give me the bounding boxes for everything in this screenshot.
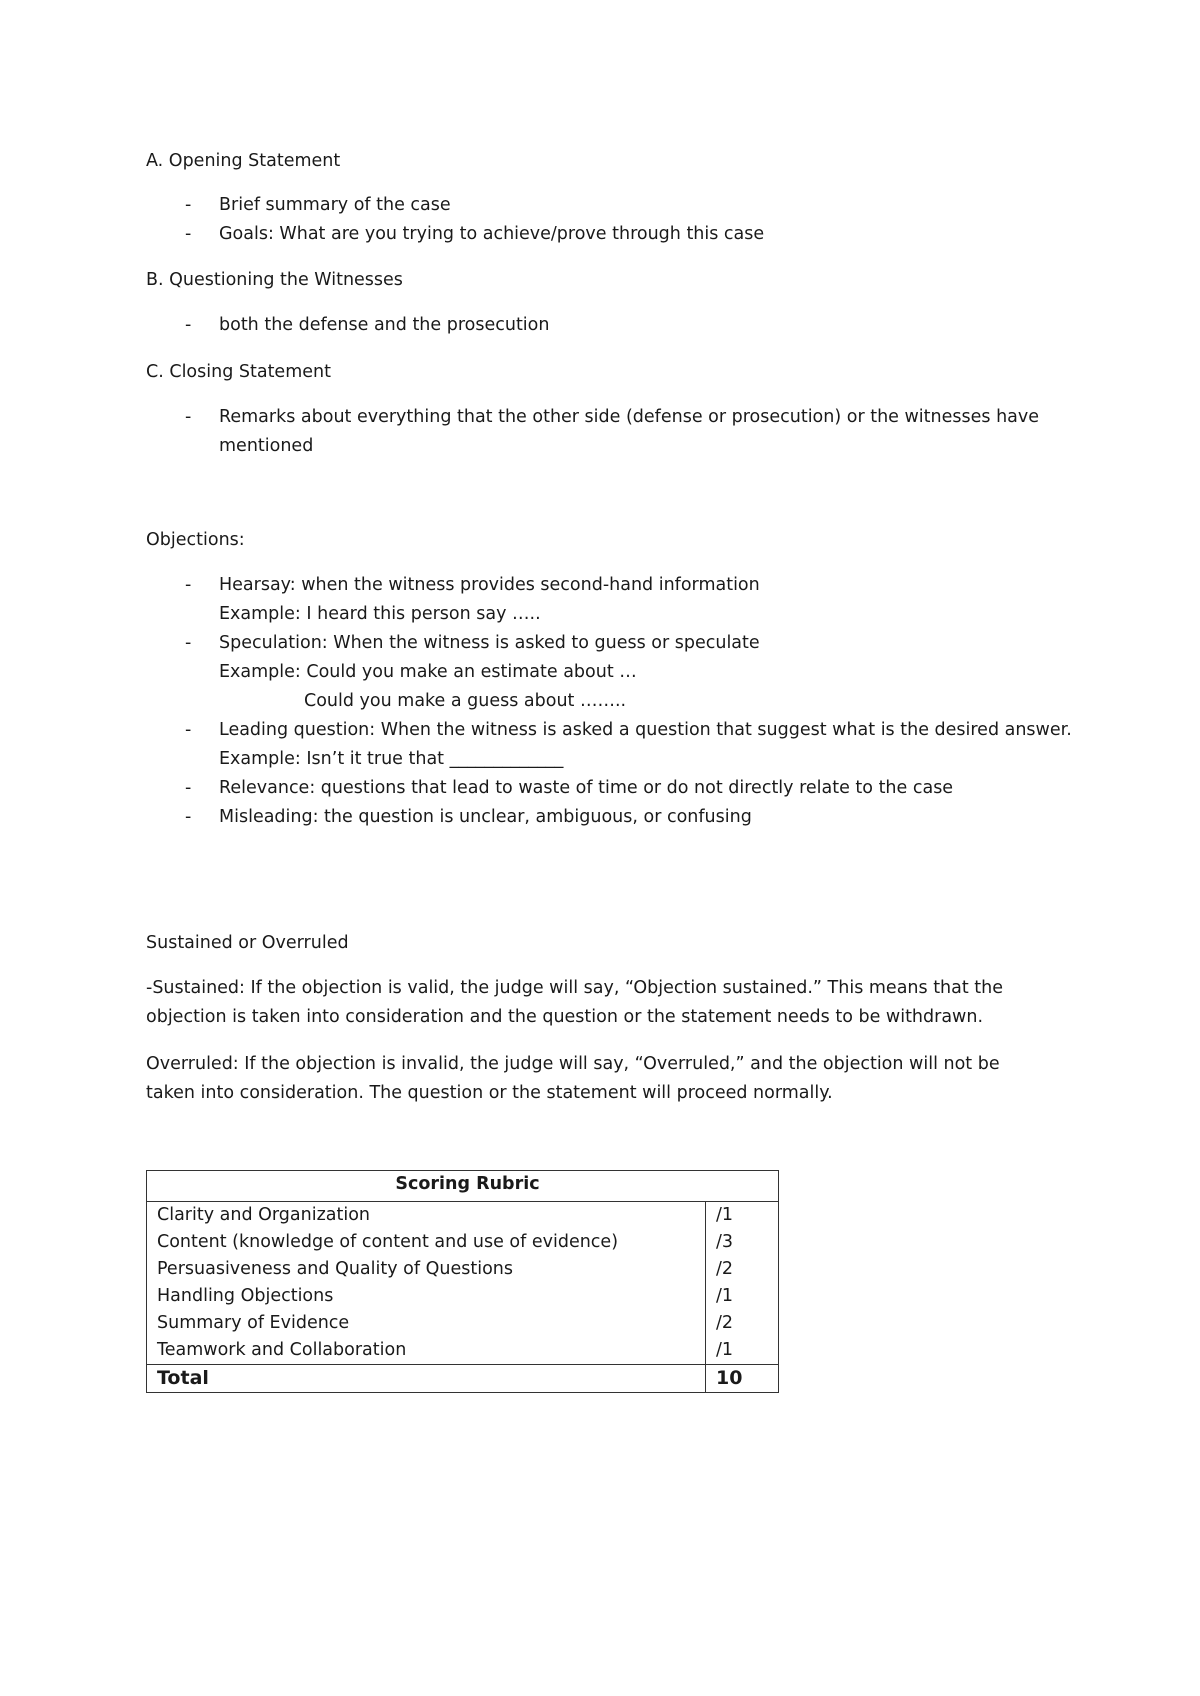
rubric-points: /1 [706, 1283, 779, 1310]
table-row [147, 1229, 779, 1256]
table-row [147, 1202, 779, 1230]
table-row [147, 1283, 779, 1310]
rubric-criterion: Content (knowledge of content and use of evidence) [147, 1229, 706, 1256]
section-a-title: A. Opening Statement [146, 151, 341, 171]
rubric-criterion: Summary of Evidence [147, 1310, 706, 1337]
list-item: - Relevance: questions that lead to waste of time or do not directly relate to the case [185, 778, 954, 798]
list-item: - Leading question: When the witness is asked a question that suggest what is the desired answer. [185, 720, 1072, 740]
objections-list [146, 571, 1089, 832]
rubric-title: Scoring Rubric [147, 1171, 779, 1202]
list-item-example: Example: Isn’t it true that _____________ [219, 749, 564, 769]
list-item-example: Example: I heard this person say ….. [219, 604, 541, 624]
list-item: - Hearsay: when the witness provides second-hand information [185, 575, 760, 595]
scoring-rubric-table [146, 1170, 779, 1393]
rubric-criterion: Handling Objections [147, 1283, 706, 1310]
list-item: - Speculation: When the witness is asked to guess or speculate [185, 633, 760, 653]
section-b-title: B. Questioning the Witnesses [146, 270, 403, 290]
list-item: - Goals: What are you trying to achieve/prove through this case [185, 224, 765, 244]
section-c-list [146, 403, 1099, 461]
rubric-criterion: Clarity and Organization [147, 1202, 706, 1230]
section-c-title: C. Closing Statement [146, 362, 331, 382]
table-row [147, 1337, 779, 1365]
rubric-header-row [147, 1171, 779, 1202]
section-c [146, 358, 331, 387]
rulings-title: Sustained or Overruled [146, 933, 349, 953]
section-a-list [146, 191, 764, 249]
rubric-total-label: Total [147, 1365, 706, 1393]
list-item-example: Could you make a guess about …….. [304, 691, 627, 711]
rubric-points: /3 [706, 1229, 779, 1256]
table-row [147, 1310, 779, 1337]
rubric-points: /1 [706, 1337, 779, 1365]
section-b [146, 266, 403, 295]
rubric-points: /1 [706, 1202, 779, 1230]
rubric-points: /2 [706, 1310, 779, 1337]
list-item: - both the defense and the prosecution [185, 315, 550, 335]
list-item: - Brief summary of the case [185, 195, 451, 215]
objections-title: Objections: [146, 530, 245, 550]
section-b-list [146, 311, 549, 340]
rulings-overruled: Overruled: If the objection is invalid, the judge will say, “Overruled,” and the objection will not be taken into consideration. The question or the statement will proceed normally. [146, 1054, 1000, 1103]
list-item: - Misleading: the question is unclear, ambiguous, or confusing [185, 807, 752, 827]
rubric-criterion: Teamwork and Collaboration [147, 1337, 706, 1365]
list-item-example: Example: Could you make an estimate about … [219, 662, 637, 682]
table-row [147, 1256, 779, 1283]
section-a [146, 147, 340, 176]
rulings-sustained: -Sustained: If the objection is valid, the judge will say, “Objection sustained.” This means that the objection is taken into consideration and the question or the statement needs to be withdrawn. [146, 978, 1004, 1027]
list-item: - Remarks about everything that the other side (defense or prosecution) or the witnesses have mentioned [185, 407, 1040, 456]
rubric-total-row [147, 1365, 779, 1393]
rubric-total-value: 10 [706, 1365, 779, 1393]
rubric-points: /2 [706, 1256, 779, 1283]
rubric-criterion: Persuasiveness and Quality of Questions [147, 1256, 706, 1283]
